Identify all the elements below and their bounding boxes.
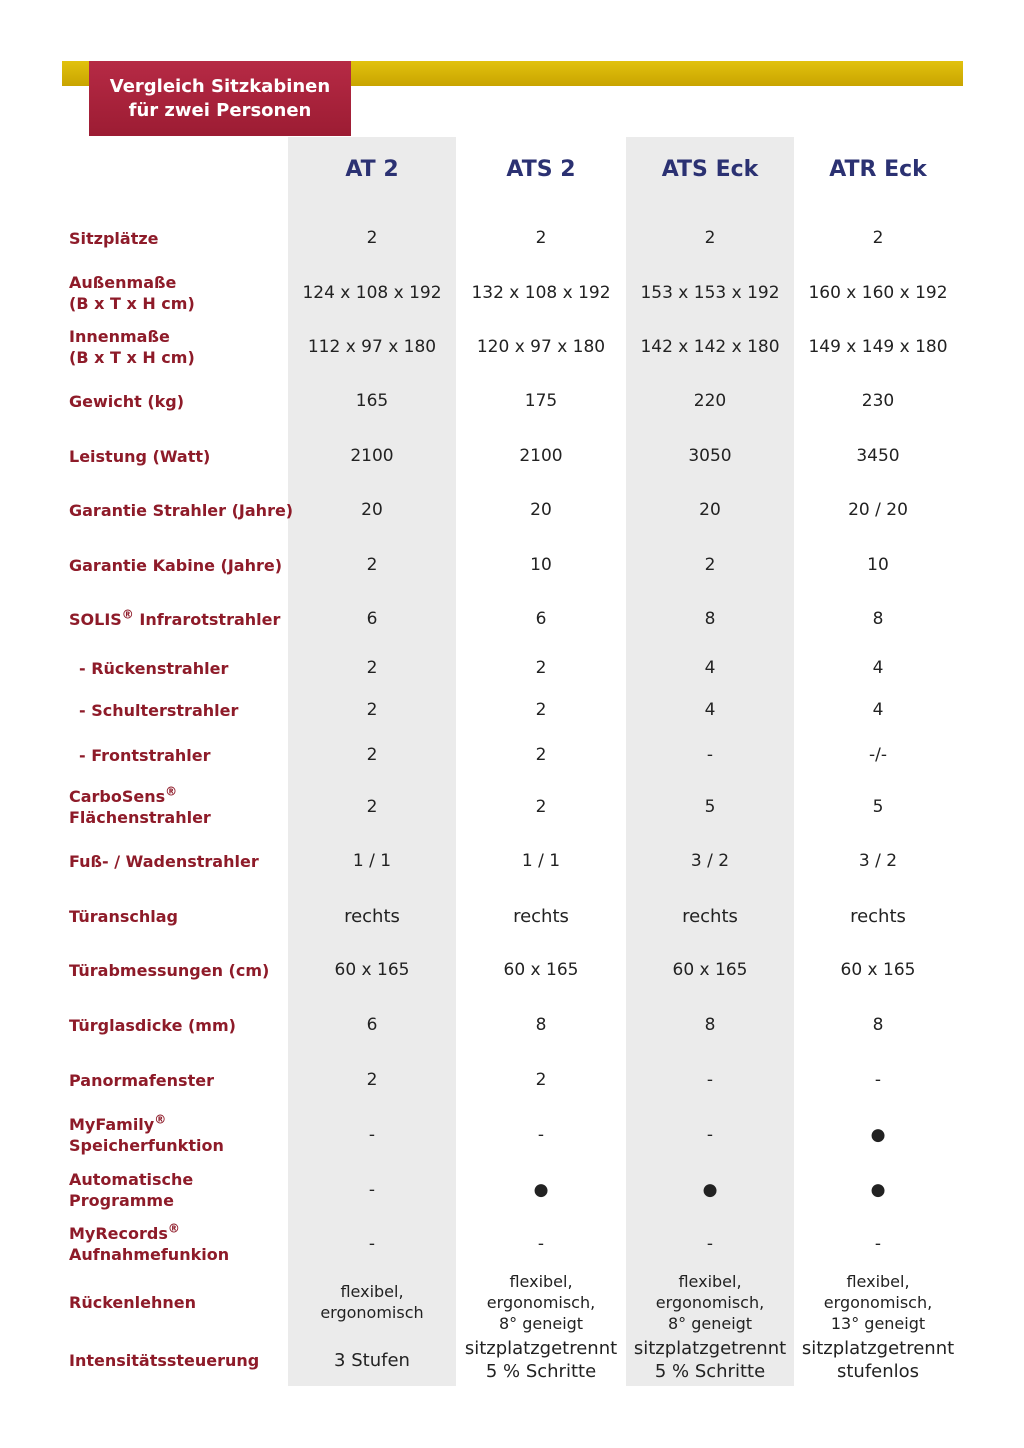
table-cell: 165: [355, 390, 389, 411]
table-cell: -: [874, 1233, 882, 1254]
table-row: [0, 491, 1024, 529]
cell-line: 5 % Schritte: [654, 1361, 766, 1382]
table-cell: 2: [366, 227, 378, 248]
table-cell: 3 / 2: [858, 850, 898, 871]
cell-line: sitzplatzgetrennt: [464, 1338, 618, 1359]
table-cell: 6: [366, 1014, 378, 1035]
table-row: [0, 1061, 1024, 1099]
table-cell: rechts: [344, 905, 400, 927]
table-cell: 2: [366, 657, 378, 678]
table-cell: 20: [361, 499, 383, 520]
table-cell: [794, 1270, 962, 1334]
row-label: [69, 1111, 224, 1159]
cell-line: 13° geneigt: [830, 1313, 926, 1333]
row-label-line: (B x T x H cm): [69, 294, 195, 313]
table-cell: 2: [535, 1069, 547, 1090]
cell-line: ergonomisch: [320, 1303, 424, 1322]
row-label-text: Infrarotstrahler: [133, 609, 281, 629]
table-cell: -: [706, 1233, 714, 1254]
row-label-line: Innenmaße: [69, 327, 170, 346]
table-cell: 4: [704, 699, 716, 720]
table-cell: 2: [366, 744, 378, 765]
table-row: [0, 1336, 1024, 1384]
row-label-line: [69, 609, 280, 630]
table-cell: -: [706, 1069, 714, 1090]
table-cell: 60 x 165: [503, 959, 579, 980]
table-cell: -: [706, 1124, 714, 1145]
row-label: [69, 784, 211, 830]
table-row: [0, 691, 1024, 729]
row-label: - Rückenstrahler: [79, 658, 229, 678]
table-row: [0, 1220, 1024, 1268]
table-cell: 230: [861, 390, 895, 411]
table-cell: rechts: [682, 905, 738, 927]
table-cell: 2100: [519, 445, 563, 466]
table-row: [0, 437, 1024, 475]
row-label-line: [69, 786, 211, 807]
table-cell: 3 Stufen: [334, 1349, 410, 1371]
table-row: [0, 897, 1024, 935]
page-title-line-1: Vergleich Sitzkabinen: [109, 75, 331, 97]
page-title: [89, 61, 351, 136]
table-cell: -: [368, 1233, 376, 1254]
table-cell: 2: [366, 699, 378, 720]
table-cell: 132 x 108 x 192: [471, 282, 611, 303]
table-cell: 220: [693, 390, 727, 411]
row-label-text: SOLIS: [69, 609, 122, 629]
table-cell: -: [537, 1233, 545, 1254]
registered-mark: ®: [154, 1112, 167, 1127]
table-cell: [794, 1336, 962, 1384]
table-cell: 1 / 1: [521, 850, 561, 871]
table-cell: 8: [872, 608, 884, 629]
table-cell: 149 x 149 x 180: [808, 336, 948, 357]
table-cell: 5: [872, 796, 884, 817]
cell-line: flexibel,: [678, 1271, 742, 1291]
row-label: Gewicht (kg): [69, 391, 185, 411]
table-cell: 2: [872, 227, 884, 248]
table-cell: -: [874, 1069, 882, 1090]
table-cell: 120 x 97 x 180: [476, 336, 606, 357]
table-row: [0, 951, 1024, 989]
row-label: Panormafenster: [69, 1070, 214, 1090]
table-cell: 142 x 142 x 180: [640, 336, 780, 357]
row-label-text: CarboSens: [69, 787, 166, 806]
row-label: Fuß- / Wadenstrahler: [69, 851, 259, 871]
table-cell: 3 / 2: [690, 850, 730, 871]
table-cell: [457, 1270, 625, 1334]
table-cell: 2: [366, 796, 378, 817]
table-cell: 2: [366, 554, 378, 575]
row-label: - Frontstrahler: [79, 745, 211, 765]
table-cell: -: [368, 1124, 376, 1145]
table-cell: ●: [533, 1179, 549, 1200]
row-label-line: Flächenstrahler: [69, 808, 211, 827]
cell-line: 8° geneigt: [498, 1313, 584, 1333]
table-cell: 4: [704, 657, 716, 678]
table-cell: 20: [530, 499, 552, 520]
column-header-ats2: ATS 2: [506, 157, 576, 182]
table-cell: -/-: [869, 744, 887, 765]
table-cell: 1 / 1: [352, 850, 392, 871]
table-cell: [457, 1336, 625, 1384]
row-label-line: Programme: [69, 1191, 174, 1210]
table-cell: 2: [704, 227, 716, 248]
column-header-at2: AT 2: [345, 157, 399, 182]
table-cell: 4: [872, 657, 884, 678]
row-label: Türglasdicke (mm): [69, 1015, 236, 1035]
table-row: [0, 219, 1024, 257]
cell-line: 8° geneigt: [667, 1313, 753, 1333]
row-label-line: Außenmaße: [69, 273, 177, 292]
row-label-line: Aufnahmefunkion: [69, 1245, 230, 1264]
table-cell: -: [368, 1179, 376, 1200]
table-cell: 160 x 160 x 192: [808, 282, 948, 303]
cell-line: ergonomisch,: [486, 1292, 596, 1312]
row-label: Rückenlehnen: [69, 1292, 197, 1312]
table-cell: 8: [535, 1014, 547, 1035]
table-cell: 60 x 165: [334, 959, 410, 980]
cell-line: ergonomisch,: [823, 1292, 933, 1312]
row-label: [69, 1168, 193, 1212]
table-cell: 3050: [688, 445, 732, 466]
registered-mark: ®: [167, 1221, 180, 1236]
cell-line: 5 % Schritte: [485, 1361, 597, 1382]
table-cell: 153 x 153 x 192: [640, 282, 780, 303]
table-cell: 124 x 108 x 192: [302, 282, 442, 303]
table-cell: ●: [870, 1179, 886, 1200]
table-cell: rechts: [850, 905, 906, 927]
row-label-line: [69, 1223, 229, 1244]
table-cell: 175: [524, 390, 558, 411]
table-cell: 2: [535, 744, 547, 765]
row-label: Garantie Strahler (Jahre): [69, 500, 294, 520]
table-row: [0, 842, 1024, 880]
cell-line: sitzplatzgetrennt: [633, 1338, 787, 1359]
cell-line: flexibel,: [509, 1271, 573, 1291]
table-row: [0, 325, 1024, 369]
row-label: Garantie Kabine (Jahre): [69, 555, 283, 575]
row-label: Sitzplätze: [69, 228, 159, 248]
cell-line: flexibel,: [846, 1271, 910, 1291]
table-cell: 5: [704, 796, 716, 817]
table-row: [0, 736, 1024, 774]
table-cell: 60 x 165: [672, 959, 748, 980]
table-row: [0, 1111, 1024, 1159]
cell-line: sitzplatzgetrennt: [801, 1338, 955, 1359]
row-label: [69, 271, 195, 315]
registered-mark: ®: [121, 607, 134, 622]
table-cell: 20 / 20: [848, 499, 908, 520]
table-cell: [626, 1270, 794, 1334]
table-cell: 112 x 97 x 180: [307, 336, 437, 357]
table-cell: 6: [366, 608, 378, 629]
table-row: [0, 382, 1024, 420]
cell-line: flexibel,: [340, 1282, 404, 1301]
table-cell: 2: [535, 796, 547, 817]
table-cell: 6: [535, 608, 547, 629]
table-cell: rechts: [513, 905, 569, 927]
table-cell: 2: [535, 227, 547, 248]
table-row: [0, 1168, 1024, 1212]
cell-line: ergonomisch,: [655, 1292, 765, 1312]
table-cell: 10: [530, 554, 552, 575]
row-label-text: MyRecords: [69, 1224, 168, 1243]
table-row: [0, 599, 1024, 639]
table-row: [0, 784, 1024, 830]
table-cell: 60 x 165: [840, 959, 916, 980]
table-row: [0, 1006, 1024, 1044]
row-label: [69, 599, 280, 639]
table-cell: 8: [704, 1014, 716, 1035]
row-label: Türanschlag: [69, 906, 178, 926]
row-label-line: Automatische: [69, 1170, 194, 1189]
table-cell: 2: [535, 657, 547, 678]
table-cell: 2: [535, 699, 547, 720]
table-cell: 20: [699, 499, 721, 520]
table-cell: -: [537, 1124, 545, 1145]
table-cell: 2: [704, 554, 716, 575]
table-cell: 3450: [856, 445, 900, 466]
table-cell: 10: [867, 554, 889, 575]
row-label-text: MyFamily: [69, 1115, 155, 1134]
table-cell: -: [706, 744, 714, 765]
row-label: Leistung (Watt): [69, 446, 211, 466]
table-cell: [626, 1336, 794, 1384]
row-label: - Schulterstrahler: [79, 700, 239, 720]
table-cell: ●: [702, 1179, 718, 1200]
row-label-line: Speicherfunktion: [69, 1136, 224, 1155]
table-cell: 4: [872, 699, 884, 720]
row-label: [69, 325, 195, 369]
table-cell: [288, 1270, 456, 1334]
row-label: [69, 1220, 229, 1268]
row-label: Intensitätssteuerung: [69, 1350, 260, 1370]
table-cell: ●: [870, 1124, 886, 1145]
table-row: [0, 649, 1024, 687]
column-header-ats-eck: ATS Eck: [661, 157, 759, 182]
row-label-line: [69, 1114, 224, 1135]
table-cell: 2100: [350, 445, 394, 466]
cell-line: stufenlos: [836, 1361, 920, 1382]
page-title-line-2: für zwei Personen: [128, 99, 312, 121]
table-row: [0, 546, 1024, 584]
column-header-atr-eck: ATR Eck: [829, 157, 927, 182]
table-row: [0, 271, 1024, 315]
table-cell: 8: [872, 1014, 884, 1035]
registered-mark: ®: [165, 784, 178, 799]
table-cell: 8: [704, 608, 716, 629]
table-row: [0, 1270, 1024, 1334]
table-cell: 2: [366, 1069, 378, 1090]
row-label: Türabmessungen (cm): [69, 960, 270, 980]
row-label-line: (B x T x H cm): [69, 348, 195, 367]
